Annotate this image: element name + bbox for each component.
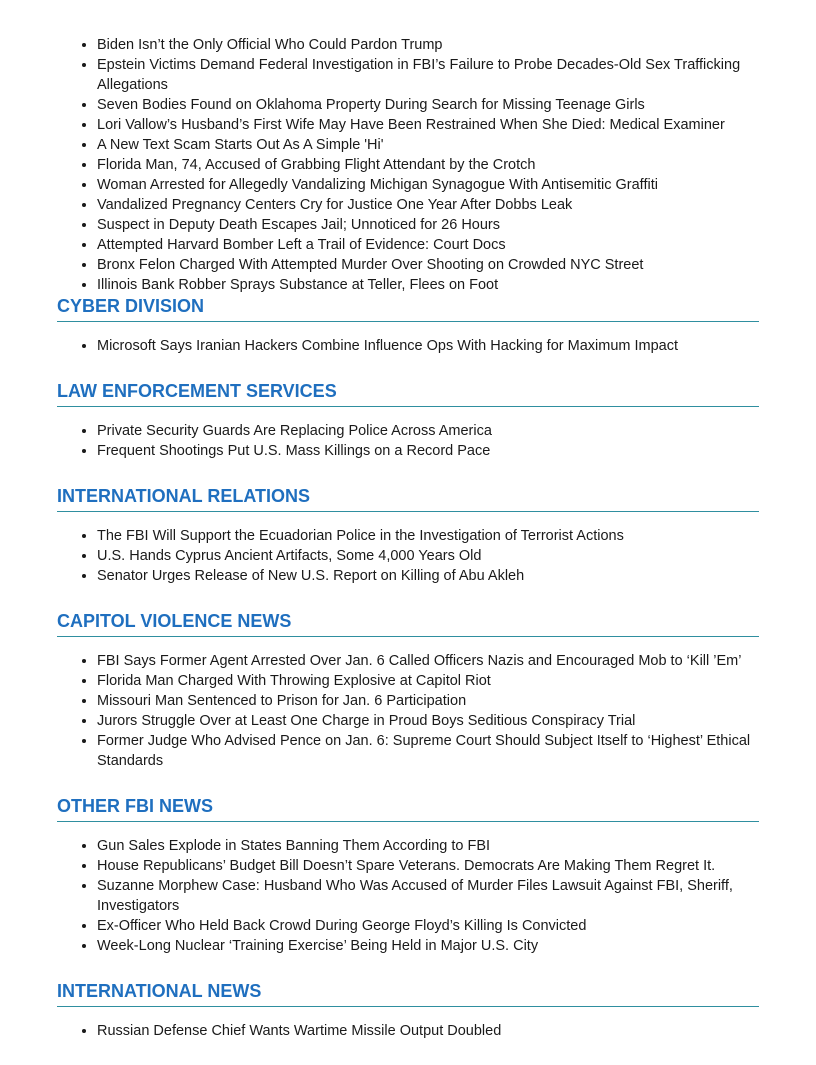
news-link[interactable]: Ex-Officer Who Held Back Crowd During George Floyd’s Killing Is Convicted	[97, 918, 587, 934]
section-news-list	[57, 336, 759, 356]
news-link[interactable]: FBI Says Former Agent Arrested Over Jan. 6 Called Officers Nazis and Encouraged Mob to ‘Kill ’Em’	[97, 653, 742, 669]
section-other-fbi-news	[57, 795, 759, 980]
section-international-relations	[57, 485, 759, 610]
list-item	[97, 546, 759, 566]
news-link[interactable]: Jurors Struggle Over at Least One Charge in Proud Boys Seditious Conspiracy Trial	[97, 713, 636, 729]
section-heading: OTHER FBI NEWS	[57, 795, 759, 822]
list-item	[97, 35, 759, 55]
news-link[interactable]: Florida Man, 74, Accused of Grabbing Flight Attendant by the Crotch	[97, 157, 536, 173]
list-item	[97, 155, 759, 175]
news-link[interactable]: Senator Urges Release of New U.S. Report on Killing of Abu Akleh	[97, 568, 525, 584]
news-link[interactable]: U.S. Hands Cyprus Ancient Artifacts, Some 4,000 Years Old	[97, 548, 482, 564]
news-link[interactable]: Suspect in Deputy Death Escapes Jail; Unnoticed for 26 Hours	[97, 217, 500, 233]
list-item	[97, 195, 759, 215]
list-item	[97, 711, 759, 731]
news-link[interactable]: Seven Bodies Found on Oklahoma Property During Search for Missing Teenage Girls	[97, 97, 645, 113]
news-link[interactable]: The FBI Will Support the Ecuadorian Police in the Investigation of Terrorist Actions	[97, 528, 624, 544]
section-news-list	[57, 421, 759, 461]
news-link[interactable]: House Republicans’ Budget Bill Doesn’t Spare Veterans. Democrats Are Making Them Regret It.	[97, 858, 716, 874]
news-link[interactable]: Gun Sales Explode in States Banning Them According to FBI	[97, 838, 491, 854]
section-news-list	[57, 836, 759, 956]
news-link[interactable]: Frequent Shootings Put U.S. Mass Killings on a Record Pace	[97, 443, 491, 459]
list-item	[97, 731, 759, 771]
section-heading: CYBER DIVISION	[57, 295, 759, 322]
section-news-list	[57, 651, 759, 771]
section-law-enforcement-services	[57, 380, 759, 485]
news-link[interactable]: Attempted Harvard Bomber Left a Trail of Evidence: Court Docs	[97, 237, 506, 253]
list-item	[97, 876, 759, 916]
list-item	[97, 936, 759, 956]
list-item	[97, 421, 759, 441]
section-capitol-violence-news	[57, 610, 759, 795]
section-cyber-division	[57, 295, 759, 380]
list-item	[97, 336, 759, 356]
list-item	[97, 235, 759, 255]
list-item	[97, 55, 759, 95]
list-item	[97, 215, 759, 235]
list-item	[97, 916, 759, 936]
news-link[interactable]: Former Judge Who Advised Pence on Jan. 6: Supreme Court Should Subject Itself to ‘Highest’ Ethical Standards	[97, 733, 751, 769]
section-news-list	[57, 526, 759, 586]
news-link[interactable]: Woman Arrested for Allegedly Vandalizing Michigan Synagogue With Antisemitic Graffiti	[97, 177, 658, 193]
news-link[interactable]: Bronx Felon Charged With Attempted Murder Over Shooting on Crowded NYC Street	[97, 257, 644, 273]
news-link[interactable]: Missouri Man Sentenced to Prison for Jan. 6 Participation	[97, 693, 467, 709]
list-item	[97, 175, 759, 195]
list-item	[97, 566, 759, 586]
list-item	[97, 275, 759, 295]
list-item	[97, 856, 759, 876]
section-heading: LAW ENFORCEMENT SERVICES	[57, 380, 759, 407]
list-item	[97, 526, 759, 546]
list-item	[97, 651, 759, 671]
top-news-list	[57, 35, 759, 295]
list-item	[97, 1021, 759, 1041]
news-link[interactable]: Biden Isn’t the Only Official Who Could Pardon Trump	[97, 37, 443, 53]
news-link[interactable]: Illinois Bank Robber Sprays Substance at Teller, Flees on Foot	[97, 277, 499, 293]
news-link[interactable]: Private Security Guards Are Replacing Police Across America	[97, 423, 492, 439]
section-heading: CAPITOL VIOLENCE NEWS	[57, 610, 759, 637]
list-item	[97, 135, 759, 155]
list-item	[97, 115, 759, 135]
list-item	[97, 671, 759, 691]
section-heading: INTERNATIONAL NEWS	[57, 980, 759, 1007]
news-link[interactable]: Russian Defense Chief Wants Wartime Missile Output Doubled	[97, 1023, 502, 1039]
news-link[interactable]: Epstein Victims Demand Federal Investigation in FBI’s Failure to Probe Decades-Old Sex Trafficking Allegations	[97, 57, 741, 93]
list-item	[97, 836, 759, 856]
section-international-news	[57, 980, 759, 1065]
list-item	[97, 441, 759, 461]
list-item	[97, 691, 759, 711]
news-link[interactable]: Week-Long Nuclear ‘Training Exercise’ Being Held in Major U.S. City	[97, 938, 539, 954]
list-item	[97, 255, 759, 275]
list-item	[97, 95, 759, 115]
news-link[interactable]: Suzanne Morphew Case: Husband Who Was Accused of Murder Files Lawsuit Against FBI, Sheriff, Investigators	[97, 878, 733, 914]
news-link[interactable]: Lori Vallow’s Husband’s First Wife May Have Been Restrained When She Died: Medical Examiner	[97, 117, 725, 133]
news-link[interactable]: Vandalized Pregnancy Centers Cry for Justice One Year After Dobbs Leak	[97, 197, 573, 213]
section-heading: INTERNATIONAL RELATIONS	[57, 485, 759, 512]
news-link[interactable]: A New Text Scam Starts Out As A Simple 'Hi'	[97, 137, 384, 153]
section-news-list	[57, 1021, 759, 1041]
news-link[interactable]: Microsoft Says Iranian Hackers Combine Influence Ops With Hacking for Maximum Impact	[97, 338, 679, 354]
news-link[interactable]: Florida Man Charged With Throwing Explosive at Capitol Riot	[97, 673, 491, 689]
